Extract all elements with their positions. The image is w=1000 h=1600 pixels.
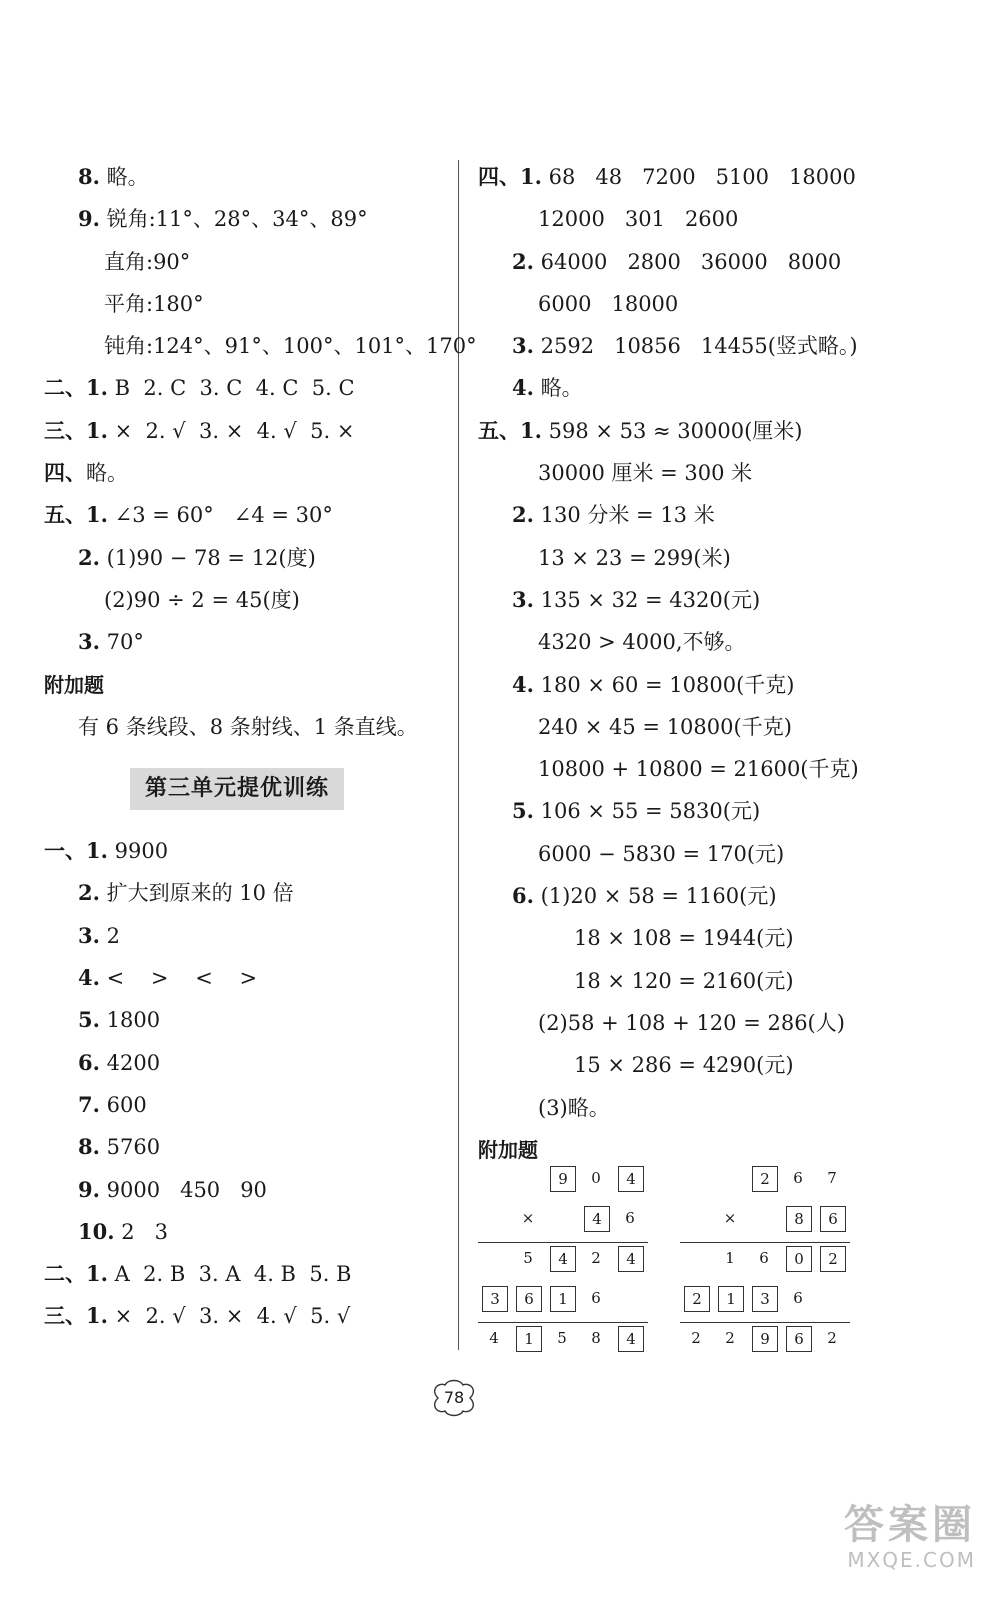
- puzzle-digit: 5: [523, 1249, 533, 1267]
- answer-text: 略。: [99, 165, 149, 189]
- answer-text: (3)略。: [538, 1095, 610, 1120]
- answer-line: [44, 494, 444, 536]
- item-number: 9.: [78, 206, 100, 232]
- answer-text: 钝角:124°、91°、100°、101°、170°: [104, 334, 477, 359]
- filled-box-digit: 4: [618, 1166, 644, 1192]
- puzzle-digit: 0: [591, 1169, 601, 1187]
- filled-box-digit: 8: [786, 1206, 812, 1232]
- answer-text: 10800 + 10800 = 21600(千克): [538, 757, 859, 782]
- puzzle-digit: 7: [827, 1169, 837, 1187]
- answer-text: 135 × 32 = 4320(元): [533, 587, 761, 612]
- answer-line: [478, 748, 958, 790]
- right-bonus-title: 附加题: [478, 1137, 538, 1162]
- puzzle-digit: 6: [591, 1289, 601, 1307]
- item-number: 3.: [78, 922, 100, 948]
- item-number: 四、: [44, 460, 86, 486]
- answer-line: [44, 1169, 444, 1211]
- answer-text: 598 × 53 ≈ 30000(厘米): [541, 418, 803, 443]
- item-number: 8.: [78, 164, 100, 189]
- item-number: 2.: [78, 544, 100, 570]
- answer-line: [44, 1126, 444, 1168]
- answer-text: 30000 厘米 = 300 米: [538, 461, 753, 486]
- answer-line: [478, 537, 958, 579]
- answer-text: 6000 18000: [538, 291, 679, 316]
- item-number: 2.: [512, 502, 534, 528]
- filled-box-digit: 4: [550, 1246, 576, 1272]
- answer-line: [478, 156, 958, 198]
- answer-text: 平角:180°: [104, 291, 204, 316]
- filled-box-digit: 1: [550, 1286, 576, 1312]
- item-number: 2.: [78, 880, 100, 906]
- answer-line: [44, 621, 444, 663]
- answer-text: 13 × 23 = 299(米): [538, 545, 731, 570]
- answer-line: [478, 1087, 958, 1129]
- answer-line: [44, 1211, 444, 1253]
- left-answer-list-2: [44, 830, 444, 1338]
- answer-text: 68 48 7200 5100 18000: [541, 165, 856, 189]
- answer-line: [478, 664, 958, 706]
- answer-line: [478, 198, 958, 240]
- answer-text: 5760: [99, 1135, 161, 1160]
- answer-line: [478, 367, 958, 409]
- answer-text: (2)90 ÷ 2 = 45(度): [104, 587, 300, 612]
- answer-line: [44, 999, 444, 1041]
- puzzle-digit: ×: [521, 1209, 535, 1227]
- answer-line: [478, 621, 958, 663]
- puzzle-digit: ×: [723, 1209, 737, 1227]
- answer-text: 2 3: [114, 1219, 168, 1244]
- answer-text: 18 × 108 = 1944(元): [574, 926, 794, 951]
- answer-line: [478, 325, 958, 367]
- filled-box-digit: 0: [786, 1246, 812, 1272]
- answer-line: [478, 706, 958, 748]
- item-number: 10.: [78, 1218, 115, 1244]
- answer-text: 1800: [99, 1008, 161, 1033]
- answer-line: [44, 872, 444, 914]
- filled-box-digit: 4: [584, 1206, 610, 1232]
- answer-text: < > < >: [99, 966, 258, 991]
- answer-line: [478, 494, 958, 536]
- filled-box-digit: 9: [752, 1326, 778, 1352]
- answer-line: [478, 410, 958, 452]
- puzzle-digit: 6: [625, 1209, 635, 1227]
- answer-line: [478, 579, 958, 621]
- answer-line: [478, 452, 958, 494]
- filled-box-digit: 1: [718, 1286, 744, 1312]
- puzzle-digit: 2: [591, 1249, 601, 1267]
- left-bonus-title: 附加题: [44, 672, 104, 697]
- page-number-badge: [428, 1378, 480, 1418]
- right-answer-list: [478, 156, 958, 1129]
- filled-box-digit: 6: [516, 1286, 542, 1312]
- answer-line: [44, 579, 444, 621]
- item-number: 五、1.: [478, 417, 542, 443]
- answer-text: × 2. √ 3. × 4. √ 5. ×: [107, 418, 355, 443]
- puzzle-digit: 1: [725, 1249, 735, 1267]
- answer-line: [44, 325, 477, 367]
- item-number: 二、1.: [44, 1261, 108, 1287]
- answer-text: 9900: [107, 839, 169, 864]
- item-number: 6.: [78, 1049, 100, 1075]
- answer-text: 略。: [86, 461, 128, 486]
- filled-box-digit: 3: [482, 1286, 508, 1312]
- rule-line: [680, 1322, 850, 1323]
- answer-line: [44, 283, 444, 325]
- watermark: [786, 1502, 976, 1582]
- filled-box-digit: 1: [516, 1326, 542, 1352]
- watermark-domain: MXQE.COM: [847, 1548, 976, 1572]
- puzzle-digit: 5: [557, 1329, 567, 1347]
- left-column: [44, 156, 477, 1338]
- answer-text: 130 分米 = 13 米: [533, 503, 715, 528]
- puzzle-digit: 6: [793, 1169, 803, 1187]
- filled-box-digit: 6: [820, 1206, 846, 1232]
- answer-line: [44, 367, 444, 409]
- answer-line: [44, 1042, 444, 1084]
- filled-box-digit: 2: [752, 1166, 778, 1192]
- answer-line: [478, 790, 958, 832]
- right-column: [478, 156, 958, 1171]
- multiplication-puzzle-1: [478, 1160, 658, 1360]
- item-number: 2.: [512, 248, 534, 274]
- puzzle-digit: 6: [759, 1249, 769, 1267]
- answer-line: [44, 452, 444, 494]
- answer-line: [478, 917, 958, 959]
- item-number: 5.: [512, 798, 534, 824]
- item-number: 4.: [512, 671, 534, 697]
- puzzle-digit: 2: [827, 1329, 837, 1347]
- answer-text: ∠3 = 60° ∠4 = 30°: [107, 503, 333, 528]
- answer-text: 略。: [533, 376, 583, 401]
- answer-text: 2: [99, 923, 120, 948]
- answer-text: 12000 301 2600: [538, 207, 739, 232]
- answer-text: 600: [99, 1092, 147, 1117]
- answer-line: [44, 1084, 444, 1126]
- answer-text: 180 × 60 = 10800(千克): [533, 672, 795, 697]
- answer-text: 6000 − 5830 = 170(元): [538, 841, 785, 866]
- answer-text: 18 × 120 = 2160(元): [574, 968, 794, 993]
- page-number: 78: [443, 1388, 465, 1407]
- answer-text: 64000 2800 36000 8000: [533, 249, 842, 274]
- answer-text: 240 × 45 = 10800(千克): [538, 714, 792, 739]
- left-answer-list: [44, 156, 477, 664]
- answer-line: [44, 198, 444, 240]
- item-number: 一、1.: [44, 838, 108, 864]
- left-bonus-text: 有 6 条线段、8 条射线、1 条直线。: [78, 714, 418, 739]
- answer-line: [44, 830, 444, 872]
- answer-line: [478, 1002, 958, 1044]
- item-number: 8.: [78, 1134, 100, 1160]
- rule-line: [680, 1242, 850, 1243]
- answer-line: [44, 537, 444, 579]
- answer-line: [44, 156, 444, 198]
- puzzle-digit: 2: [691, 1329, 701, 1347]
- answer-text: 扩大到原来的 10 倍: [99, 881, 294, 906]
- answer-line: [478, 960, 958, 1002]
- answer-line: [478, 1044, 958, 1086]
- answer-line: [44, 957, 444, 999]
- item-number: 9.: [78, 1176, 100, 1202]
- answer-line: [478, 875, 958, 917]
- puzzle-digit: 6: [793, 1289, 803, 1307]
- answer-line: [44, 241, 444, 283]
- item-number: 5.: [78, 1007, 100, 1033]
- answer-text: 106 × 55 = 5830(元): [533, 799, 761, 824]
- item-number: 3.: [78, 629, 100, 655]
- rule-line: [478, 1322, 648, 1323]
- answer-text: (1)20 × 58 = 1160(元): [533, 884, 777, 909]
- filled-box-digit: 4: [618, 1246, 644, 1272]
- answer-line: [44, 1253, 444, 1295]
- puzzle-digit: 8: [591, 1329, 601, 1347]
- watermark-logo-text: 答案圈: [844, 1502, 976, 1548]
- answer-line: [44, 915, 444, 957]
- answer-text: B 2. C 3. C 4. C 5. C: [107, 376, 355, 401]
- filled-box-digit: 6: [786, 1326, 812, 1352]
- answer-text: 4200: [99, 1050, 161, 1075]
- answer-line: [478, 283, 958, 325]
- answer-text: 2592 10856 14455(竖式略。): [533, 334, 858, 359]
- answer-text: A 2. B 3. A 4. B 5. B: [107, 1262, 352, 1287]
- item-number: 3.: [512, 333, 534, 359]
- answer-text: 直角:90°: [104, 249, 191, 274]
- answer-text: 70°: [99, 630, 144, 655]
- answer-text: × 2. √ 3. × 4. √ 5. √: [107, 1304, 351, 1329]
- puzzle-digit: 2: [725, 1329, 735, 1347]
- item-number: 三、1.: [44, 1303, 108, 1329]
- answer-line: [44, 410, 444, 452]
- answer-text: (1)90 − 78 = 12(度): [99, 545, 316, 570]
- answer-text: 锐角:11°、28°、34°、89°: [99, 207, 368, 232]
- answer-text: 9000 450 90: [99, 1177, 267, 1202]
- answer-text: 15 × 286 = 4290(元): [574, 1053, 794, 1078]
- item-number: 4.: [512, 375, 534, 401]
- answer-text: 4320 > 4000,不够。: [538, 630, 746, 655]
- item-number: 4.: [78, 965, 100, 991]
- item-number: 五、1.: [44, 502, 108, 528]
- filled-box-digit: 3: [752, 1286, 778, 1312]
- item-number: 三、1.: [44, 417, 108, 443]
- filled-box-digit: 9: [550, 1166, 576, 1192]
- answer-line: [478, 833, 958, 875]
- item-number: 7.: [78, 1091, 100, 1117]
- answer-text: (2)58 + 108 + 120 = 286(人): [538, 1010, 845, 1035]
- filled-box-digit: 2: [684, 1286, 710, 1312]
- answer-line: [478, 241, 958, 283]
- item-number: 6.: [512, 883, 534, 909]
- filled-box-digit: 2: [820, 1246, 846, 1272]
- item-number: 二、1.: [44, 375, 108, 401]
- puzzle-digit: 4: [489, 1329, 499, 1347]
- rule-line: [478, 1242, 648, 1243]
- answer-line: [44, 1295, 444, 1337]
- item-number: 3.: [512, 586, 534, 612]
- filled-box-digit: 4: [618, 1326, 644, 1352]
- item-number: 四、1.: [478, 164, 542, 189]
- multiplication-puzzle-2: [680, 1160, 860, 1360]
- unit-title: 第三单元提优训练: [130, 768, 344, 810]
